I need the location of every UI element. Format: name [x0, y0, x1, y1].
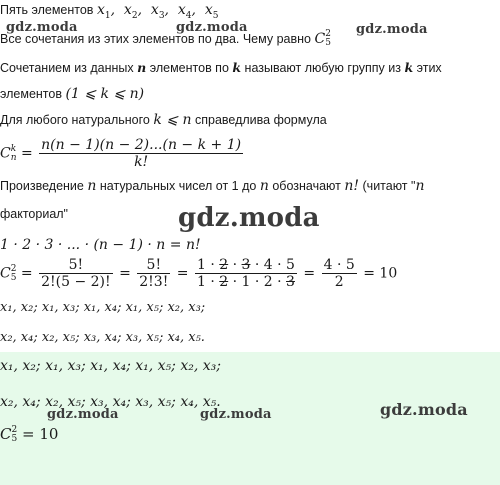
pairs-row-1: x₁, x₂; x₁, x₃; x₁, x₄; x₁, x₅; x₂, x₃;	[0, 300, 206, 315]
factorial-expression: 1 · 2 · 3 · ... · (n − 1) · n = n!	[0, 237, 201, 253]
answer-result: C 2 5 = 10	[0, 425, 59, 444]
definition-line-1: Сочетанием из данных n элементов по k называют любую группу из k этих	[0, 60, 442, 75]
watermark: gdz.moda	[380, 400, 468, 419]
combination-symbol: C 2 5	[314, 29, 331, 48]
factorial-definition-line-1: Произведение n натуральных чисел от 1 до n обозначают n! (читают "n	[0, 178, 425, 194]
factorial-definition-line-2: факториал"	[0, 207, 68, 221]
text: Все сочетания из этих элементов по два. Чему равно	[0, 32, 311, 46]
watermark: gdz.moda	[176, 20, 248, 35]
watermark: gdz.moda	[6, 20, 78, 35]
watermark: gdz.moda	[356, 22, 428, 37]
text: Пять элементов	[0, 3, 94, 17]
calculation: C 2 5 = $\frac{5!}{2!(5 - 2)!}$ = $\frac{5!}{2!3!}$ = $\frac{1 \cdot 2 \cdot 3 \cdot 4 \cdot 5}{1 \cdot 2 \cdot 1 \cdot 2 \cdot 3}$ = $\frac{4 \cdot 5}{2}$ = 10	[0, 257, 398, 290]
pairs-row-2: x₂, x₄; x₂, x₅; x₃, x₄; x₃, x₅; x₄, x₅.	[0, 330, 205, 345]
formula-intro: Для любого натурального k ⩽ n справедлива формула	[0, 112, 327, 128]
watermark: gdz.moda	[47, 407, 119, 422]
element-list: $x_1$, $x_2$, $x_3$, $x_4$, $x_5$	[96, 2, 219, 21]
answer-pairs-row-1: x₁, x₂; x₁, x₃; x₁, x₄; x₁, x₅; x₂, x₃;	[0, 358, 221, 374]
problem-statement-line-1	[0, 2, 219, 21]
combination-formula: C k n = $\frac{n(n - 1)(n - 2)...(n - k + 1)}{k!}$	[0, 137, 242, 170]
watermark: gdz.moda	[178, 203, 320, 233]
watermark: gdz.moda	[200, 407, 272, 422]
definition-line-2: элементов (1 ⩽ k ⩽ n)	[0, 86, 145, 102]
answer-pairs-row-2: x₂, x₄; x₂, x₅; x₃, x₄; x₃, x₅; x₄, x₅.	[0, 394, 221, 410]
